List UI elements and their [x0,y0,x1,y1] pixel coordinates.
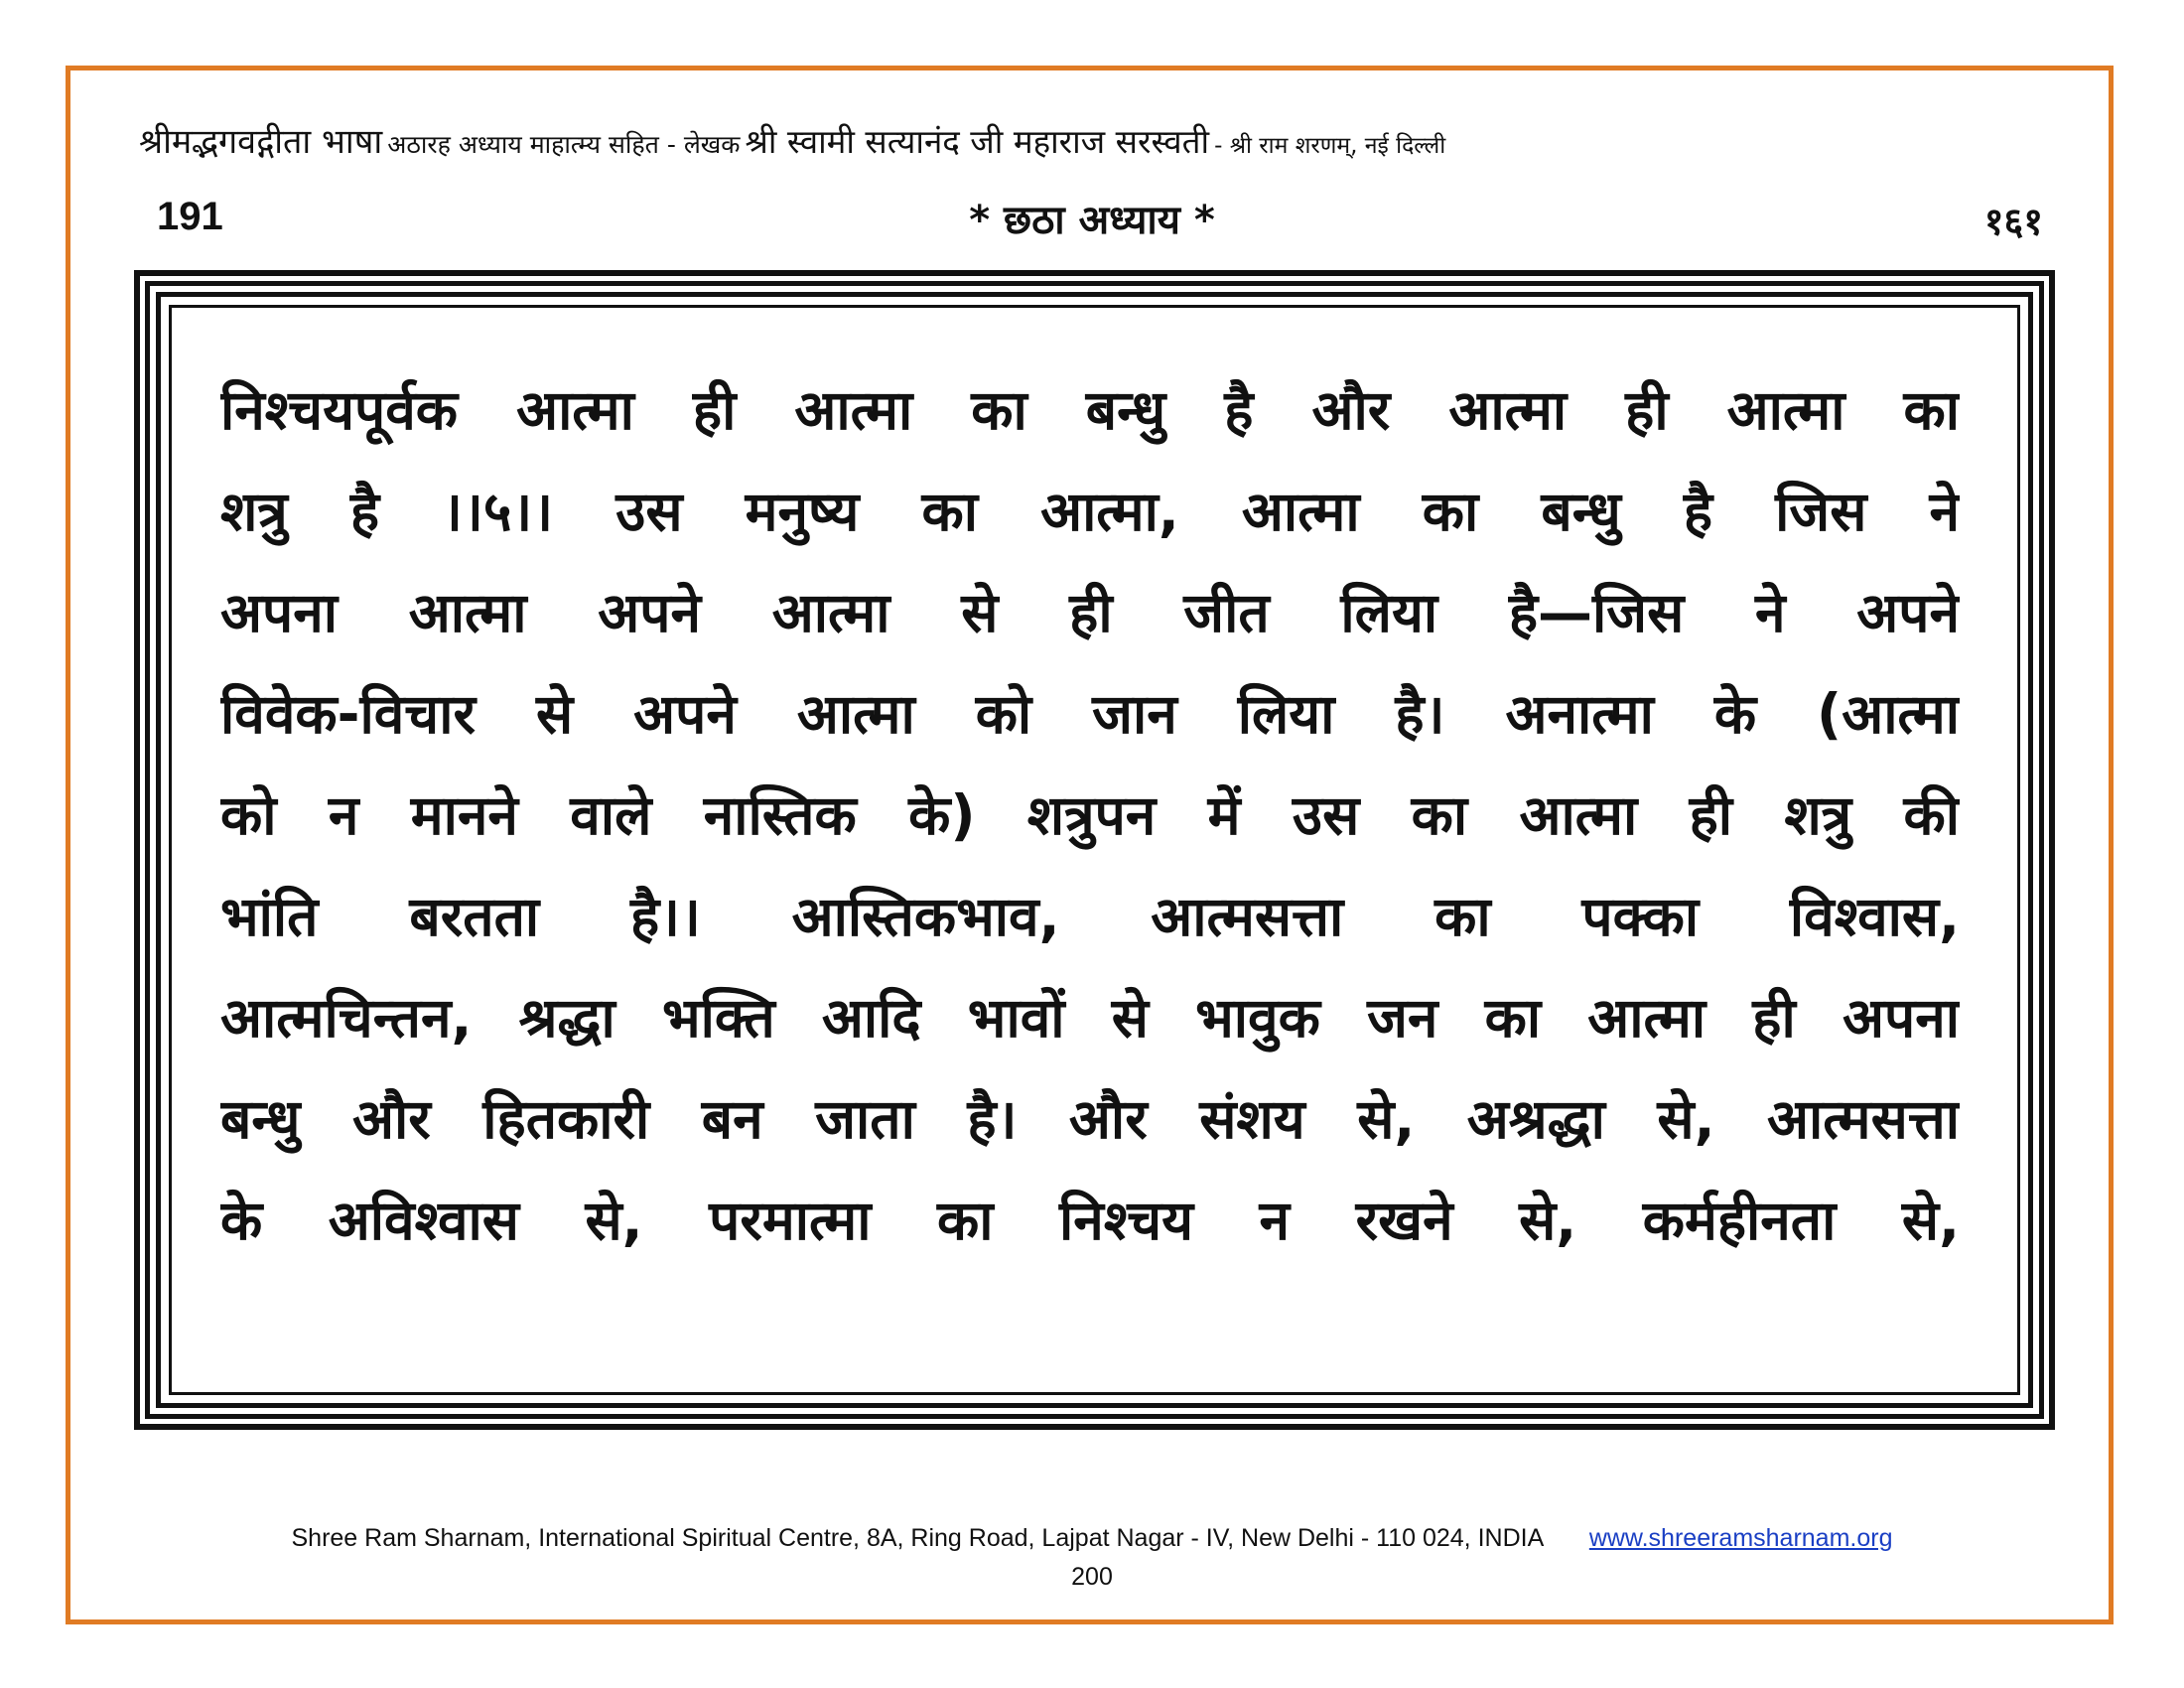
text-line-4: विवेक-विचार से अपने आत्मा को जान लिया है। अनात्मा के (आत्मा [220,682,1960,746]
book-title: श्रीमद्भगवद्गीता भाषा [139,122,383,162]
text-line-7: आत्मचिन्तन, श्रद्धा भक्ति आदि भावों से भावुक जन का आत्मा ही अपना [220,986,1960,1050]
footer [0,1524,2184,1553]
text-line-9: के अविश्वास से, परमात्मा का निश्चय न रखने से, कर्महीनता से, [220,1189,1960,1252]
verse-text-block [220,359,1960,1271]
running-header [139,117,2065,163]
chapter-title: * छठा अध्याय * [969,198,1215,243]
text-line-6: भांति बरतता है।। आस्तिकभाव, आत्मसत्ता का पक्का विश्वास, [220,885,1960,948]
text-line-2: शत्रु है ।।५।। उस मनुष्य का आत्मा, आत्मा का बन्धु है जिस ने [220,480,1960,543]
original-page-number: 191 [157,195,223,238]
header-author: श्री स्वामी सत्यानंद जी महाराज सरस्वती [745,122,1210,161]
text-line-3: अपना आत्मा अपने आत्मा से ही जीत लिया है—जिस ने अपने [220,581,1960,644]
text-line-1: निश्चयपूर्वक आत्मा ही आत्मा का बन्धु है और आत्मा ही आत्मा का [220,378,1960,442]
footer-page-number: 200 [1071,1563,1113,1591]
text-line-5: को न मानने वाले नास्तिक के) शत्रुपन में उस का आत्मा ही शत्रु की [220,783,1960,847]
footer-address: Shree Ram Sharnam, International Spiritual Centre, 8A, Ring Road, Lajpat Nagar - IV, New Delhi - 110 024, INDIA [291,1524,1543,1552]
header-subtitle: अठारह अध्याय माहात्म्य सहित - लेखक [387,130,741,159]
header-place: - श्री राम शरणम्, नई दिल्ली [1214,133,1446,159]
devanagari-page-number: १६१ [1983,200,2043,243]
text-line-8: बन्धु और हितकारी बन जाता है। और संशय से, अश्रद्धा से, आत्मसत्ता [220,1087,1960,1151]
website-link[interactable]: www.shreeramsharnam.org [1588,1524,1893,1552]
